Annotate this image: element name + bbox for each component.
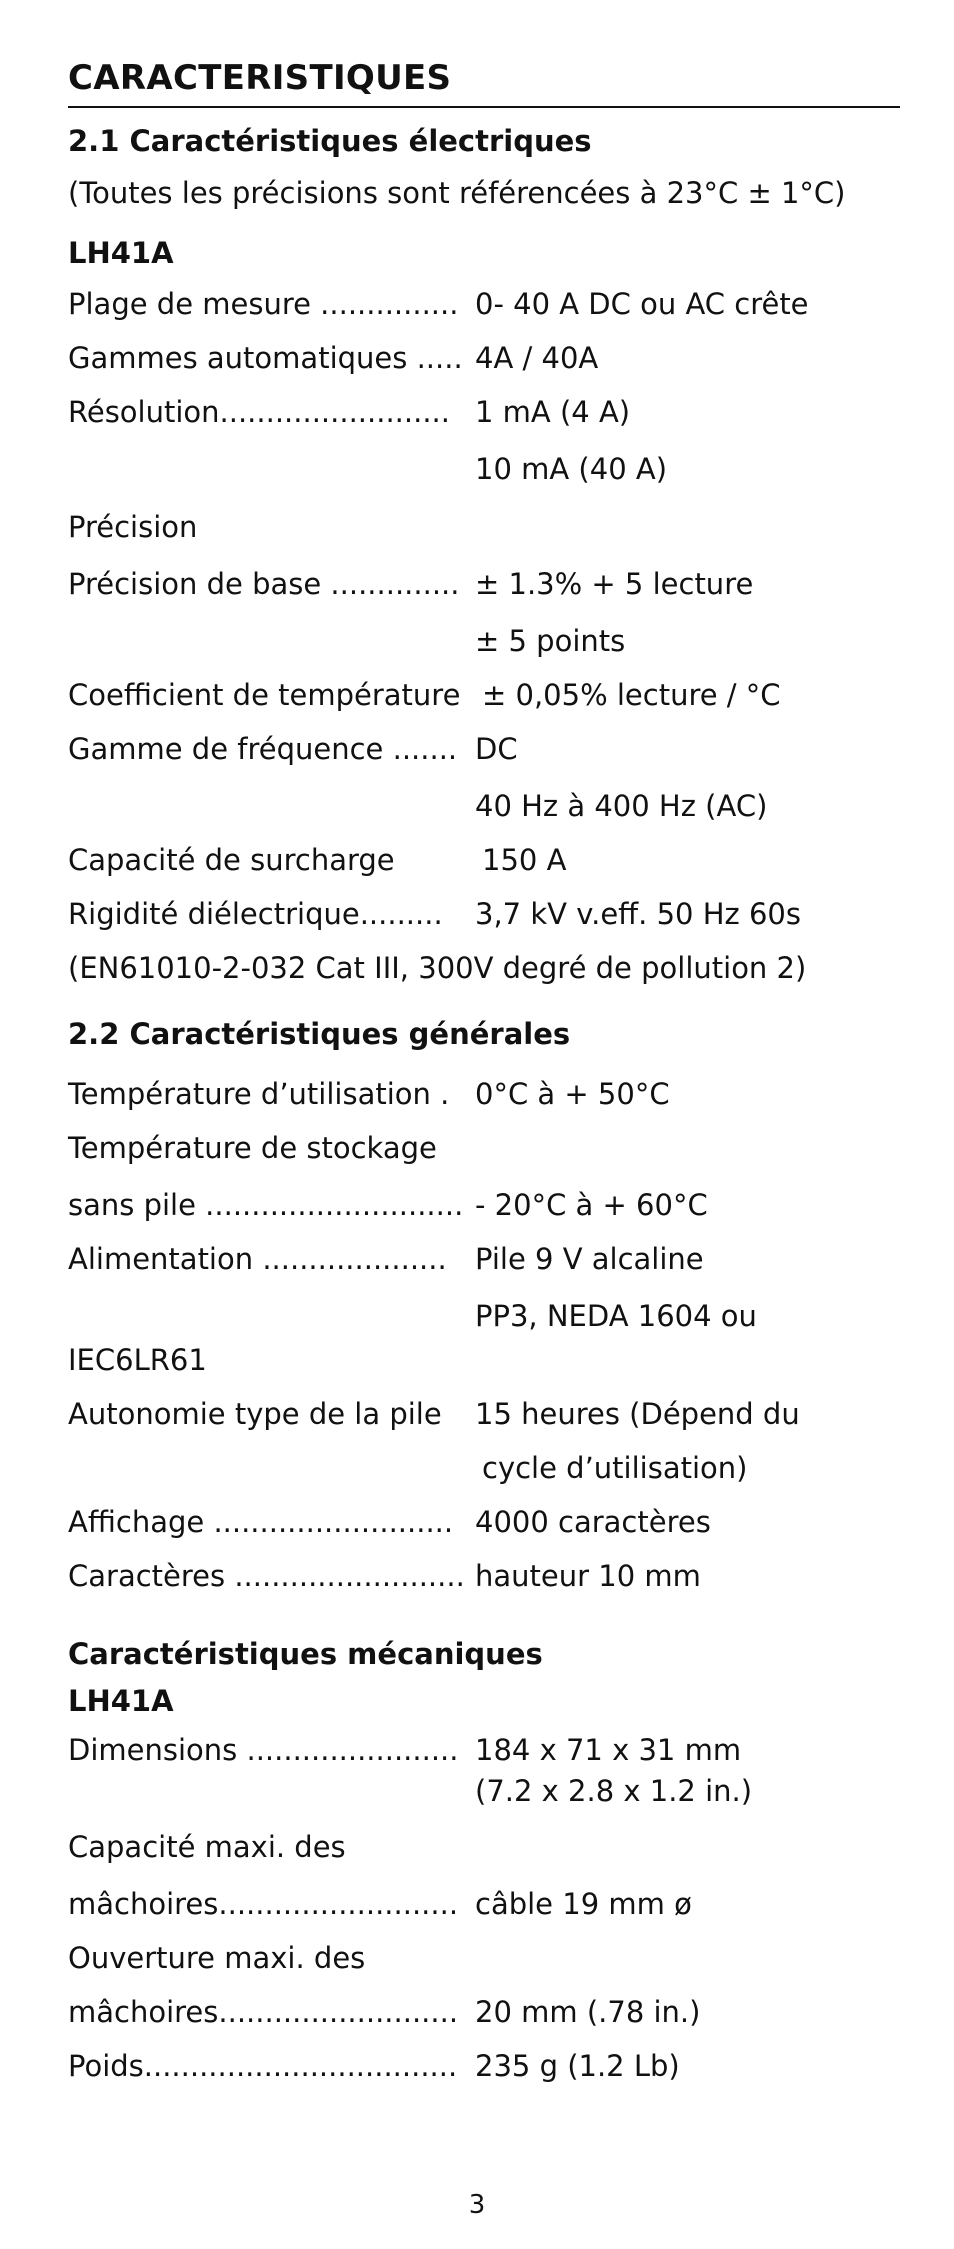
- spec-value: 3,7 kV v.eff. 50 Hz 60s: [475, 897, 801, 931]
- spec-value: 4A / 40A: [475, 341, 599, 375]
- spec-value: (7.2 x 2.8 x 1.2 in.): [475, 1774, 753, 1808]
- section-heading-general: 2.2 Caractéristiques générales: [68, 1017, 571, 1051]
- spec-label: sans pile ............................: [68, 1188, 464, 1222]
- spec-value: 235 g (1.2 Lb): [475, 2049, 680, 2083]
- reference-note: (Toutes les précisions sont référencées à 23°C ± 1°C): [68, 176, 846, 210]
- spec-label: Capacité maxi. des: [68, 1830, 346, 1864]
- spec-value: PP3, NEDA 1604 ou: [475, 1299, 757, 1333]
- spec-value: DC: [475, 732, 518, 766]
- spec-label: Capacité de surcharge: [68, 843, 395, 877]
- model-label: LH41A: [68, 236, 174, 270]
- spec-label: Précision de base ..............: [68, 567, 460, 601]
- spec-value: 0- 40 A DC ou AC crête: [475, 287, 809, 321]
- spec-value: 150 A: [482, 843, 567, 877]
- spec-label: Gammes automatiques .....: [68, 341, 463, 375]
- spec-label: Coefficient de température: [68, 678, 461, 712]
- spec-label: Rigidité diélectrique.........: [68, 897, 443, 931]
- spec-label: Résolution.........................: [68, 395, 450, 429]
- spec-value: cycle d’utilisation): [482, 1451, 748, 1485]
- spec-value: hauteur 10 mm: [475, 1559, 701, 1593]
- page-title: CARACTERISTIQUES: [68, 58, 452, 98]
- spec-label: Caractères .........................: [68, 1559, 465, 1593]
- spec-value: 184 x 71 x 31 mm: [475, 1733, 742, 1767]
- spec-label: mâchoires..........................: [68, 1887, 459, 1921]
- spec-label: Température de stockage: [68, 1131, 437, 1165]
- spec-label: Autonomie type de la pile: [68, 1397, 442, 1431]
- spec-value: 40 Hz à 400 Hz (AC): [475, 789, 768, 823]
- spec-value: 0°C à + 50°C: [475, 1077, 670, 1111]
- spec-value: câble 19 mm ø: [475, 1887, 692, 1921]
- spec-value: 10 mA (40 A): [475, 452, 668, 486]
- spec-label: Alimentation ....................: [68, 1242, 447, 1276]
- spec-value: ± 1.3% + 5 lecture: [475, 567, 754, 601]
- section-heading-mechanical: Caractéristiques mécaniques: [68, 1637, 543, 1671]
- spec-label: Dimensions .......................: [68, 1733, 459, 1767]
- spec-label: IEC6LR61: [68, 1343, 207, 1377]
- spec-value: 1 mA (4 A): [475, 395, 631, 429]
- model-label: LH41A: [68, 1684, 174, 1718]
- spec-value: 15 heures (Dépend du: [475, 1397, 800, 1431]
- section-heading-electrical: 2.1 Caractéristiques électriques: [68, 124, 592, 158]
- spec-label: mâchoires..........................: [68, 1995, 459, 2029]
- spec-label: Précision: [68, 510, 198, 544]
- compliance-note: (EN61010-2-032 Cat III, 300V degré de pollution 2): [68, 951, 807, 985]
- spec-label: Ouverture maxi. des: [68, 1941, 366, 1975]
- spec-label: Gamme de fréquence .......: [68, 732, 458, 766]
- page-number: 3: [468, 2190, 486, 2220]
- spec-value: 20 mm (.78 in.): [475, 1995, 701, 2029]
- spec-value: - 20°C à + 60°C: [475, 1188, 708, 1222]
- spec-label: Température d’utilisation .: [68, 1077, 450, 1111]
- spec-value: ± 0,05% lecture / °C: [482, 678, 781, 712]
- spec-label: Affichage ..........................: [68, 1505, 454, 1539]
- spec-label: Plage de mesure ...............: [68, 287, 459, 321]
- spec-value: 4000 caractères: [475, 1505, 711, 1539]
- spec-value: ± 5 points: [475, 624, 626, 658]
- title-divider: [68, 106, 900, 108]
- spec-value: Pile 9 V alcaline: [475, 1242, 704, 1276]
- spec-label: Poids..................................: [68, 2049, 458, 2083]
